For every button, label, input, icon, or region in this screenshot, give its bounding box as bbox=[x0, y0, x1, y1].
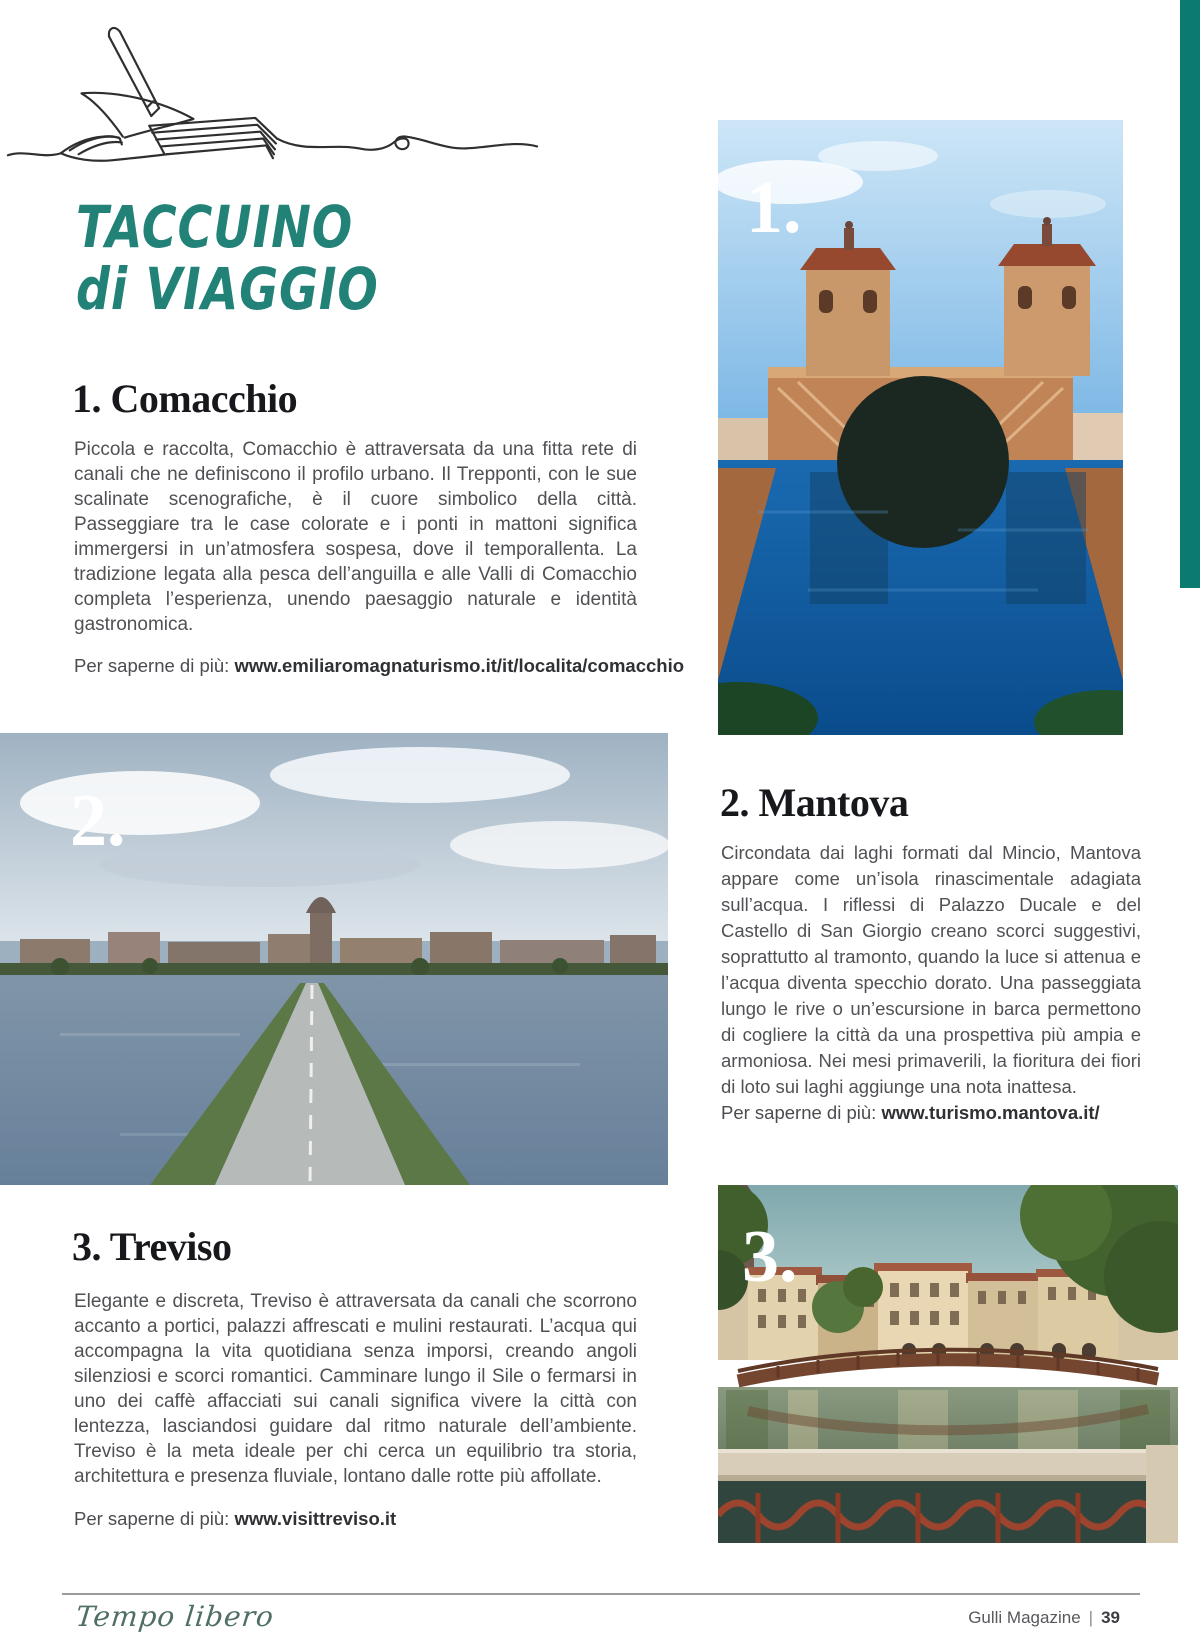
page-title-line2: di VIAGGIO bbox=[76, 255, 379, 323]
section-body-comacchio: Piccola e raccolta, Comacchio è attraversata da una fitta rete di canali che ne definiscono il profilo urbano. Il Trepponti, con le sue scalinate scenografiche, è il cuore simbolico della città. Passeggiare tra le case colorate e i ponti in mattoni significa immergersi in un’atmosfera sospesa, dove il temporallenta. La tradizione legata alla pesca dell’anguilla e alle Valli di Comacchio completa l’esperienza, unendo paesaggio naturale e identità gastronomica. bbox=[74, 439, 637, 635]
teal-edge-bar bbox=[1180, 0, 1200, 588]
footer-page-number: 39 bbox=[1101, 1608, 1120, 1627]
footer-page-info bbox=[968, 1608, 1120, 1628]
book-pen-line-art-icon bbox=[0, 6, 545, 168]
photo-treviso bbox=[718, 1185, 1178, 1543]
photo-mantova bbox=[0, 733, 668, 1185]
photo-number-3: 3. bbox=[742, 1216, 798, 1298]
link-url-mantova[interactable]: www.turismo.mantova.it/ bbox=[881, 1102, 1100, 1123]
page-title bbox=[76, 193, 379, 323]
section-heading-treviso: 3. Treviso bbox=[72, 1224, 232, 1269]
link-label-treviso: Per saperne di più: bbox=[74, 1508, 230, 1529]
footer-magazine-name: Gulli Magazine bbox=[968, 1608, 1081, 1627]
link-row-mantova bbox=[721, 1102, 1100, 1124]
footer-separator: | bbox=[1088, 1608, 1094, 1627]
link-row-treviso bbox=[74, 1508, 396, 1530]
section-body-treviso: Elegante e discreta, Treviso è attraversata da canali che scorrono accanto a portici, palazzi affrescati e mulini restaurati. L’acqua qui accompagna la vita quotidiana senza imporsi, creando angoli silenziosi e scorci romantici. Camminare lungo il Sile o fermarsi in uno dei caffè affacciati sui canali significa vivere la città con lentezza, lasciandosi guidare dal ritmo naturale dell’ambiente. Treviso è la meta ideale per chi cerca un equilibrio tra storia, architettura e presenza fluviale, lontano dalle rotte più affollate. bbox=[74, 1291, 637, 1487]
section-body-mantova: Circondata dai laghi formati dal Mincio, Mantova appare come un’isola rinascimentale adagiata sull’acqua. I riflessi di Palazzo Ducale e del Castello di San Giorgio creano scorci suggestivi, soprattutto al tramonto, quando la luce si attenua e l’acqua diventa specchio dorato. Una passeggiata lungo le rive o un’escursione in barca permettono di cogliere la città da una prospettiva più ampia e armoniosa. Nei mesi primaverili, la fioritura dei fiori di loto sui laghi aggiunge una nota inattesa. bbox=[721, 842, 1141, 1097]
photo-number-2: 2. bbox=[70, 780, 126, 862]
photo-number-1: 1. bbox=[746, 167, 802, 249]
photo-comacchio bbox=[718, 120, 1123, 735]
section-heading-comacchio: 1. Comacchio bbox=[72, 376, 298, 421]
footer-section-name: Tempo libero bbox=[74, 1600, 276, 1633]
link-url-treviso[interactable]: www.visittreviso.it bbox=[234, 1508, 397, 1529]
link-label-comacchio: Per saperne di più: bbox=[74, 655, 230, 676]
link-label-mantova: Per saperne di più: bbox=[721, 1102, 877, 1123]
section-heading-mantova: 2. Mantova bbox=[720, 780, 909, 825]
page-title-line1: TACCUINO bbox=[76, 193, 354, 261]
footer-divider bbox=[62, 1593, 1140, 1595]
link-url-comacchio[interactable]: www.emiliaromagnaturismo.it/it/localita/comacchio bbox=[234, 655, 685, 676]
link-row-comacchio bbox=[74, 655, 684, 677]
